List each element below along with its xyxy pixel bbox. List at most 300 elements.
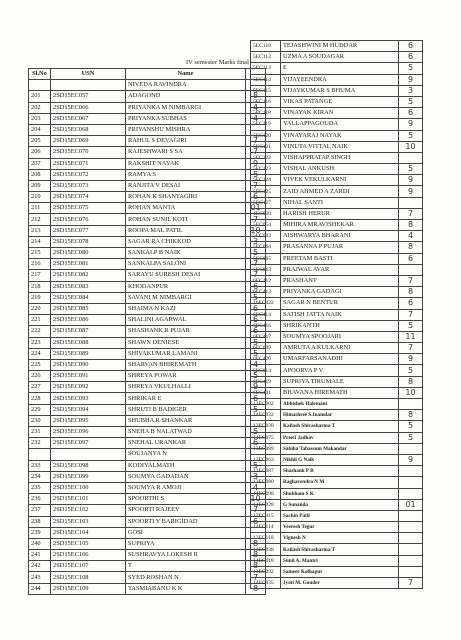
table-row bbox=[29, 371, 266, 382]
usn-cell: 2SD15EC078 bbox=[51, 236, 126, 247]
name-cell: Jyoti M. Gouder bbox=[281, 578, 399, 589]
name-cell: SPOORTI RAJEEV bbox=[126, 505, 246, 516]
marks-cell: 6 bbox=[246, 303, 266, 314]
left-marks-table bbox=[28, 68, 266, 595]
marks-cell: 5 bbox=[246, 292, 266, 303]
name-cell: SAGAR N BENTUR bbox=[281, 298, 399, 309]
sl-cell: 215 bbox=[29, 248, 51, 259]
marks-cell bbox=[246, 124, 266, 135]
sl-cell: 231 bbox=[29, 427, 51, 438]
usn-cell: 14EC075 bbox=[251, 432, 281, 443]
marks-cell: 5 bbox=[399, 130, 423, 141]
usn-cell: 5EC063 bbox=[251, 264, 281, 275]
sl-cell: 207 bbox=[29, 158, 51, 169]
name-cell: ZAID AHMED A ZARDI bbox=[281, 186, 399, 197]
usn-cell: 2SD15EC102 bbox=[51, 505, 126, 516]
usn-cell: 2SD15EC089 bbox=[51, 348, 126, 359]
table-row bbox=[251, 74, 423, 85]
name-cell: ADAGOND bbox=[126, 91, 246, 102]
table-row bbox=[251, 354, 423, 365]
marks-cell: 7 bbox=[246, 136, 266, 147]
table-row bbox=[29, 460, 266, 471]
usn-cell: 5EC120 bbox=[251, 130, 281, 141]
name-cell: SPOORTHI S bbox=[126, 494, 246, 505]
marks-header bbox=[246, 69, 266, 80]
right-marks-table bbox=[250, 40, 423, 589]
table-row bbox=[29, 147, 266, 158]
name-cell: Abhishek Halemani bbox=[281, 399, 399, 410]
table-row bbox=[251, 566, 423, 577]
sl-cell: 228 bbox=[29, 393, 51, 404]
sl-cell: 216 bbox=[29, 259, 51, 270]
name-cell: Sachin Patil bbox=[281, 510, 399, 521]
usn-cell: 2SD15EC088 bbox=[51, 337, 126, 348]
marks-cell: 11 bbox=[399, 331, 423, 342]
table-row bbox=[29, 494, 266, 505]
usn-cell: 6EC413 bbox=[251, 287, 281, 298]
usn-cell: 14EC098 bbox=[251, 488, 281, 499]
marks-cell: 5 bbox=[399, 96, 423, 107]
name-cell: VISHAPPRATAP SINGH bbox=[281, 152, 399, 163]
name-cell: Preeti Jadhav bbox=[281, 432, 399, 443]
table-row bbox=[251, 275, 423, 286]
marks-cell: 9 bbox=[399, 175, 423, 186]
usn-cell: 5EC119 bbox=[251, 119, 281, 130]
sl-cell: 227 bbox=[29, 382, 51, 393]
name-cell: Sameer Kolhapur bbox=[281, 566, 399, 577]
name-cell: SHRIKAR E bbox=[126, 393, 246, 404]
marks-cell: 4 bbox=[246, 102, 266, 113]
table-row bbox=[251, 544, 423, 555]
usn-cell: 13EC038 bbox=[251, 421, 281, 432]
sl-cell: 234 bbox=[29, 471, 51, 482]
marks-cell: 7 bbox=[246, 270, 266, 281]
usn-cell: 14EC114 bbox=[251, 522, 281, 533]
usn-cell: 6EC419 bbox=[251, 376, 281, 387]
marks-cell: 6 bbox=[246, 393, 266, 404]
usn-cell: 2SD15EC084 bbox=[51, 292, 126, 303]
sl-cell: 226 bbox=[29, 371, 51, 382]
table-row bbox=[29, 124, 266, 135]
name-cell: Sabiha Tabassum Makandar bbox=[281, 443, 399, 454]
usn-cell: 2SD15EC095 bbox=[51, 415, 126, 426]
marks-cell bbox=[399, 544, 423, 555]
usn-cell: 5EC064 bbox=[251, 242, 281, 253]
table-row bbox=[251, 197, 423, 208]
table-row bbox=[29, 169, 266, 180]
marks-cell bbox=[399, 566, 423, 577]
marks-cell: 4 bbox=[246, 482, 266, 493]
sl-cell: 229 bbox=[29, 404, 51, 415]
marks-cell: 8 bbox=[246, 550, 266, 561]
usn-cell: 2SD15EC067 bbox=[51, 113, 126, 124]
table-row bbox=[251, 175, 423, 186]
table-row bbox=[29, 214, 266, 225]
table-row bbox=[29, 192, 266, 203]
name-cell: VISHAL ANKUSH bbox=[281, 164, 399, 175]
name-cell: VINAYARAJ NAYAK bbox=[281, 130, 399, 141]
marks-cell: 5 bbox=[246, 169, 266, 180]
marks-cell: 4 bbox=[246, 359, 266, 370]
usn-cell: 2SD15EC057 bbox=[51, 91, 126, 102]
usn-cell: 13EC089 bbox=[251, 443, 281, 454]
sl-cell: 243 bbox=[29, 572, 51, 583]
marks-cell bbox=[399, 466, 423, 477]
marks-cell: 4 bbox=[399, 231, 423, 242]
name-cell: T bbox=[126, 561, 246, 572]
usn-cell: 2SD15EC085 bbox=[51, 303, 126, 314]
marks-cell: 6 bbox=[246, 281, 266, 292]
name-cell: SPOORTI Y BARIGIDAD bbox=[126, 516, 246, 527]
usn-cell: 2SD15EC106 bbox=[51, 550, 126, 561]
usn-cell: 13EC002 bbox=[251, 399, 281, 410]
usn-cell bbox=[51, 80, 126, 91]
table-row bbox=[251, 63, 423, 74]
marks-cell: 3 bbox=[246, 236, 266, 247]
usn-cell: 5EC113 bbox=[251, 63, 281, 74]
usn-header: USN bbox=[51, 69, 126, 80]
name-cell: ROHAN MANTA bbox=[126, 203, 246, 214]
usn-cell: 2SD15EC086 bbox=[51, 315, 126, 326]
usn-cell: 5EC110 bbox=[251, 41, 281, 52]
name-cell: ROOPA MAL PATIL bbox=[126, 225, 246, 236]
marks-cell: 10 bbox=[399, 141, 423, 152]
marks-cell bbox=[399, 522, 423, 533]
table-row bbox=[251, 488, 423, 499]
name-cell: TASMIABANU K K bbox=[126, 583, 246, 594]
table-row bbox=[29, 449, 266, 460]
table-row bbox=[251, 85, 423, 96]
table-row bbox=[251, 186, 423, 197]
name-cell: KODIYALMATH bbox=[126, 460, 246, 471]
usn-cell: 2SD15EC068 bbox=[51, 124, 126, 135]
sl-cell: 242 bbox=[29, 561, 51, 572]
marks-cell: 7 bbox=[246, 259, 266, 270]
usn-cell: 2SD15EC076 bbox=[51, 214, 126, 225]
table-row bbox=[251, 533, 423, 544]
marks-cell: 6 bbox=[399, 108, 423, 119]
name-cell: Raghavendra N M bbox=[281, 477, 399, 488]
table-row bbox=[251, 309, 423, 320]
sl-cell: 241 bbox=[29, 550, 51, 561]
sl-cell: 214 bbox=[29, 236, 51, 247]
name-cell: G Sunanda bbox=[281, 499, 399, 510]
usn-cell: 2SD15EC075 bbox=[51, 203, 126, 214]
table-row bbox=[29, 203, 266, 214]
table-row bbox=[29, 516, 266, 527]
sl-header: Sl.No bbox=[29, 69, 51, 80]
usn-cell: 6EC417 bbox=[251, 331, 281, 342]
usn-cell: 2SD15EC104 bbox=[51, 527, 126, 538]
name-cell: PRAJWAL AVAR bbox=[281, 264, 399, 275]
usn-cell: 2SD15EC100 bbox=[51, 482, 126, 493]
table-row bbox=[29, 572, 266, 583]
name-cell: SARAYU SURESH DESAI bbox=[126, 270, 246, 281]
table-row bbox=[251, 443, 423, 454]
marks-cell: 9 bbox=[399, 74, 423, 85]
marks-cell bbox=[246, 415, 266, 426]
table-row bbox=[29, 471, 266, 482]
table-row bbox=[251, 477, 423, 488]
name-cell: VIJAYKUMAR S BHUMA bbox=[281, 85, 399, 96]
marks-cell bbox=[246, 449, 266, 460]
name-cell: SNEHAL URANKAR bbox=[126, 438, 246, 449]
marks-cell: 9 bbox=[399, 186, 423, 197]
table-row bbox=[29, 236, 266, 247]
usn-cell: 12EC118 bbox=[251, 533, 281, 544]
usn-cell: 5EC114 bbox=[251, 74, 281, 85]
table-row bbox=[251, 421, 423, 432]
usn-cell: 5EC003 bbox=[251, 231, 281, 242]
name-cell: SHREYA POWAR bbox=[126, 371, 246, 382]
usn-cell: 2SD15EC073 bbox=[51, 180, 126, 191]
usn-cell: 5EC112 bbox=[251, 52, 281, 63]
table-row bbox=[29, 113, 266, 124]
table-row bbox=[251, 466, 423, 477]
usn-cell: 5EC115 bbox=[251, 85, 281, 96]
table-row bbox=[251, 499, 423, 510]
name-cell: VIJAYEENDRA bbox=[281, 74, 399, 85]
usn-cell: 5EC065 bbox=[251, 253, 281, 264]
table-row bbox=[251, 365, 423, 376]
marks-cell bbox=[399, 399, 423, 410]
sl-cell: 222 bbox=[29, 326, 51, 337]
name-cell: PRIYANKA M NIMBARGI bbox=[126, 102, 246, 113]
marks-cell bbox=[399, 152, 423, 163]
sl-cell: 210 bbox=[29, 192, 51, 203]
name-cell: SOUMYA GADADAN bbox=[126, 471, 246, 482]
name-cell: VINAYAK KIRAN bbox=[281, 108, 399, 119]
usn-cell: 14EC032 bbox=[251, 410, 281, 421]
sl-cell: 201 bbox=[29, 91, 51, 102]
marks-cell bbox=[246, 527, 266, 538]
name-cell: Himashree S.Inamdar bbox=[281, 410, 399, 421]
marks-cell bbox=[246, 80, 266, 91]
name-cell: TEJASHWINI M HUDDAR bbox=[281, 41, 399, 52]
name-cell: Sunil A. Mantri bbox=[281, 555, 399, 566]
sl-cell: 219 bbox=[29, 292, 51, 303]
usn-cell: 13EC038 bbox=[251, 544, 281, 555]
marks-cell bbox=[399, 488, 423, 499]
header-row bbox=[29, 69, 266, 80]
table-row bbox=[29, 91, 266, 102]
usn-cell: 2SD15EC080 bbox=[51, 248, 126, 259]
marks-cell: 6 bbox=[246, 315, 266, 326]
sl-cell: 212 bbox=[29, 214, 51, 225]
marks-cell: 7 bbox=[246, 505, 266, 516]
usn-cell: 2SD15EC108 bbox=[51, 572, 126, 583]
name-cell: MIHIRA MRAVISHEKAR bbox=[281, 220, 399, 231]
marks-cell: 7 bbox=[399, 275, 423, 286]
name-header: Name bbox=[126, 69, 246, 80]
name-cell: Shubham S K bbox=[281, 488, 399, 499]
name-cell: RAMYA S bbox=[126, 169, 246, 180]
usn-cell: 13EC092 bbox=[251, 566, 281, 577]
marks-cell: 5 bbox=[246, 404, 266, 415]
name-cell: SHARVAN BHIREMATH bbox=[126, 359, 246, 370]
marks-cell: 7 bbox=[399, 309, 423, 320]
sl-cell: 220 bbox=[29, 303, 51, 314]
table-row bbox=[251, 320, 423, 331]
marks-cell bbox=[399, 443, 423, 454]
name-cell: BHAVANA HIREMATH bbox=[281, 387, 399, 398]
sl-cell: 208 bbox=[29, 169, 51, 180]
usn-cell: 2SD15EC072 bbox=[51, 169, 126, 180]
usn-cell: 13EC080 bbox=[251, 477, 281, 488]
name-cell: SANKALPA SALONI bbox=[126, 259, 246, 270]
marks-cell bbox=[399, 264, 423, 275]
usn-cell: 2SD15EC070 bbox=[51, 147, 126, 158]
table-row bbox=[29, 583, 266, 594]
table-row bbox=[29, 180, 266, 191]
sl-cell: 237 bbox=[29, 505, 51, 516]
name-cell: SUPRIYA TIRUMALE bbox=[281, 376, 399, 387]
name-cell: Veeresh Tegur bbox=[281, 522, 399, 533]
table-row bbox=[251, 432, 423, 443]
usn-cell: 2SD15EC091 bbox=[51, 371, 126, 382]
marks-cell: 3 bbox=[399, 85, 423, 96]
usn-cell: 5EC054 bbox=[251, 220, 281, 231]
name-cell: SUSHRAVYA LOKESH R bbox=[126, 550, 246, 561]
marks-cell: 5 bbox=[399, 432, 423, 443]
name-cell: APOORVA P V bbox=[281, 365, 399, 376]
sl-cell: 230 bbox=[29, 415, 51, 426]
table-row bbox=[29, 303, 266, 314]
usn-cell: 2SD15EC069 bbox=[51, 136, 126, 147]
usn-cell: 2SD15EC087 bbox=[51, 326, 126, 337]
table-row bbox=[29, 538, 266, 549]
usn-cell: 13EC063 bbox=[251, 454, 281, 465]
marks-cell: 9 bbox=[246, 382, 266, 393]
name-cell: NIVEDA RAVINDRA bbox=[126, 80, 246, 91]
name-cell: SHASHANK R PUJAR bbox=[126, 326, 246, 337]
marks-cell: 8 bbox=[399, 376, 423, 387]
sl-cell: 213 bbox=[29, 225, 51, 236]
table-row bbox=[251, 96, 423, 107]
marks-cell: 8 bbox=[246, 561, 266, 572]
table-row bbox=[29, 382, 266, 393]
name-cell: SATISH JATTA NAIK bbox=[281, 309, 399, 320]
sl-cell: 202 bbox=[29, 102, 51, 113]
marks-cell: 9 bbox=[399, 454, 423, 465]
name-cell: SUPRIYA bbox=[126, 538, 246, 549]
sl-cell: 205 bbox=[29, 136, 51, 147]
marks-cell: 10 bbox=[246, 225, 266, 236]
sl-cell: 239 bbox=[29, 527, 51, 538]
marks-cell: 5 bbox=[399, 365, 423, 376]
name-cell: Kailash Shivasharma T bbox=[281, 421, 399, 432]
name-cell: VIKAS PATANGE bbox=[281, 96, 399, 107]
name-cell: SHAWN DENIESE bbox=[126, 337, 246, 348]
marks-cell: 6 bbox=[246, 438, 266, 449]
name-cell: RAHUL S DEVAGIRI bbox=[126, 136, 246, 147]
table-row bbox=[251, 298, 423, 309]
marks-cell: 9 bbox=[399, 354, 423, 365]
sl-cell: 217 bbox=[29, 270, 51, 281]
name-cell: SOUJANYA N bbox=[126, 449, 246, 460]
sl-cell: 218 bbox=[29, 281, 51, 292]
table-row bbox=[251, 130, 423, 141]
name-cell: SOUMYA SPOOJARI bbox=[281, 331, 399, 342]
usn-cell: 2SD15EC098 bbox=[51, 460, 126, 471]
table-row bbox=[29, 248, 266, 259]
marks-cell: 5 bbox=[246, 248, 266, 259]
marks-cell: 6 bbox=[246, 192, 266, 203]
name-cell: SHREYA VKULHALLI bbox=[126, 382, 246, 393]
table-row bbox=[251, 242, 423, 253]
sl-cell: 225 bbox=[29, 359, 51, 370]
name-cell: HARISH HERUR bbox=[281, 208, 399, 219]
marks-cell bbox=[399, 197, 423, 208]
usn-cell: 2SD15EC097 bbox=[51, 438, 126, 449]
marks-cell: 7 bbox=[399, 208, 423, 219]
usn-cell: 6EC009 bbox=[251, 343, 281, 354]
marks-cell: 5 bbox=[399, 320, 423, 331]
marks-cell: 5 bbox=[246, 371, 266, 382]
table-row bbox=[29, 281, 266, 292]
table-row bbox=[251, 510, 423, 521]
usn-cell: 4EC030 bbox=[251, 208, 281, 219]
name-cell: SHALINI AGARWAL bbox=[126, 315, 246, 326]
table-row bbox=[251, 208, 423, 219]
marks-cell: 5 bbox=[399, 164, 423, 175]
table-row bbox=[251, 220, 423, 231]
table-row bbox=[251, 376, 423, 387]
name-cell: SHRUTI B BADIGER bbox=[126, 404, 246, 415]
sl-cell: 223 bbox=[29, 337, 51, 348]
table-row bbox=[251, 108, 423, 119]
name-cell: SOUMYA R AMOJI bbox=[126, 482, 246, 493]
usn-cell: 2SD15EC105 bbox=[51, 538, 126, 549]
table-row bbox=[251, 152, 423, 163]
table-row bbox=[251, 522, 423, 533]
usn-cell: 2SD15EC099 bbox=[51, 471, 126, 482]
name-cell: GOSI bbox=[126, 527, 246, 538]
sl-cell: 221 bbox=[29, 315, 51, 326]
table-row bbox=[251, 41, 423, 52]
table-row bbox=[29, 158, 266, 169]
usn-cell: 2SD15EC082 bbox=[51, 270, 126, 281]
usn-cell: 5EC116 bbox=[251, 96, 281, 107]
marks-cell: 8 bbox=[399, 287, 423, 298]
table-row bbox=[251, 287, 423, 298]
sl-cell: 203 bbox=[29, 113, 51, 124]
marks-cell: 8 bbox=[399, 410, 423, 421]
marks-cell: 01 bbox=[399, 499, 423, 510]
usn-cell: 14EC028 bbox=[251, 499, 281, 510]
usn-cell: 13EC415 bbox=[251, 510, 281, 521]
usn-cell: 6EC414 bbox=[251, 309, 281, 320]
marks-cell: 9 bbox=[399, 119, 423, 130]
marks-cell: 6 bbox=[399, 253, 423, 264]
marks-cell: 5 bbox=[246, 427, 266, 438]
name-cell: VINUTA VITTAL NAIK bbox=[281, 141, 399, 152]
marks-cell bbox=[399, 555, 423, 566]
usn-cell: 5EC125 bbox=[251, 186, 281, 197]
usn-cell: 14EC418 bbox=[251, 555, 281, 566]
marks-cell bbox=[399, 477, 423, 488]
usn-cell: 6EC401 bbox=[251, 387, 281, 398]
table-row bbox=[29, 550, 266, 561]
sl-cell bbox=[29, 449, 51, 460]
name-cell: ROHAN SUNIL KOTI bbox=[126, 214, 246, 225]
name-cell: Nikhil G Naik bbox=[281, 454, 399, 465]
sl-cell: 232 bbox=[29, 438, 51, 449]
marks-cell: 6 bbox=[399, 41, 423, 52]
table-row bbox=[29, 438, 266, 449]
sl-cell: 204 bbox=[29, 124, 51, 135]
usn-cell: 5EC124 bbox=[251, 175, 281, 186]
